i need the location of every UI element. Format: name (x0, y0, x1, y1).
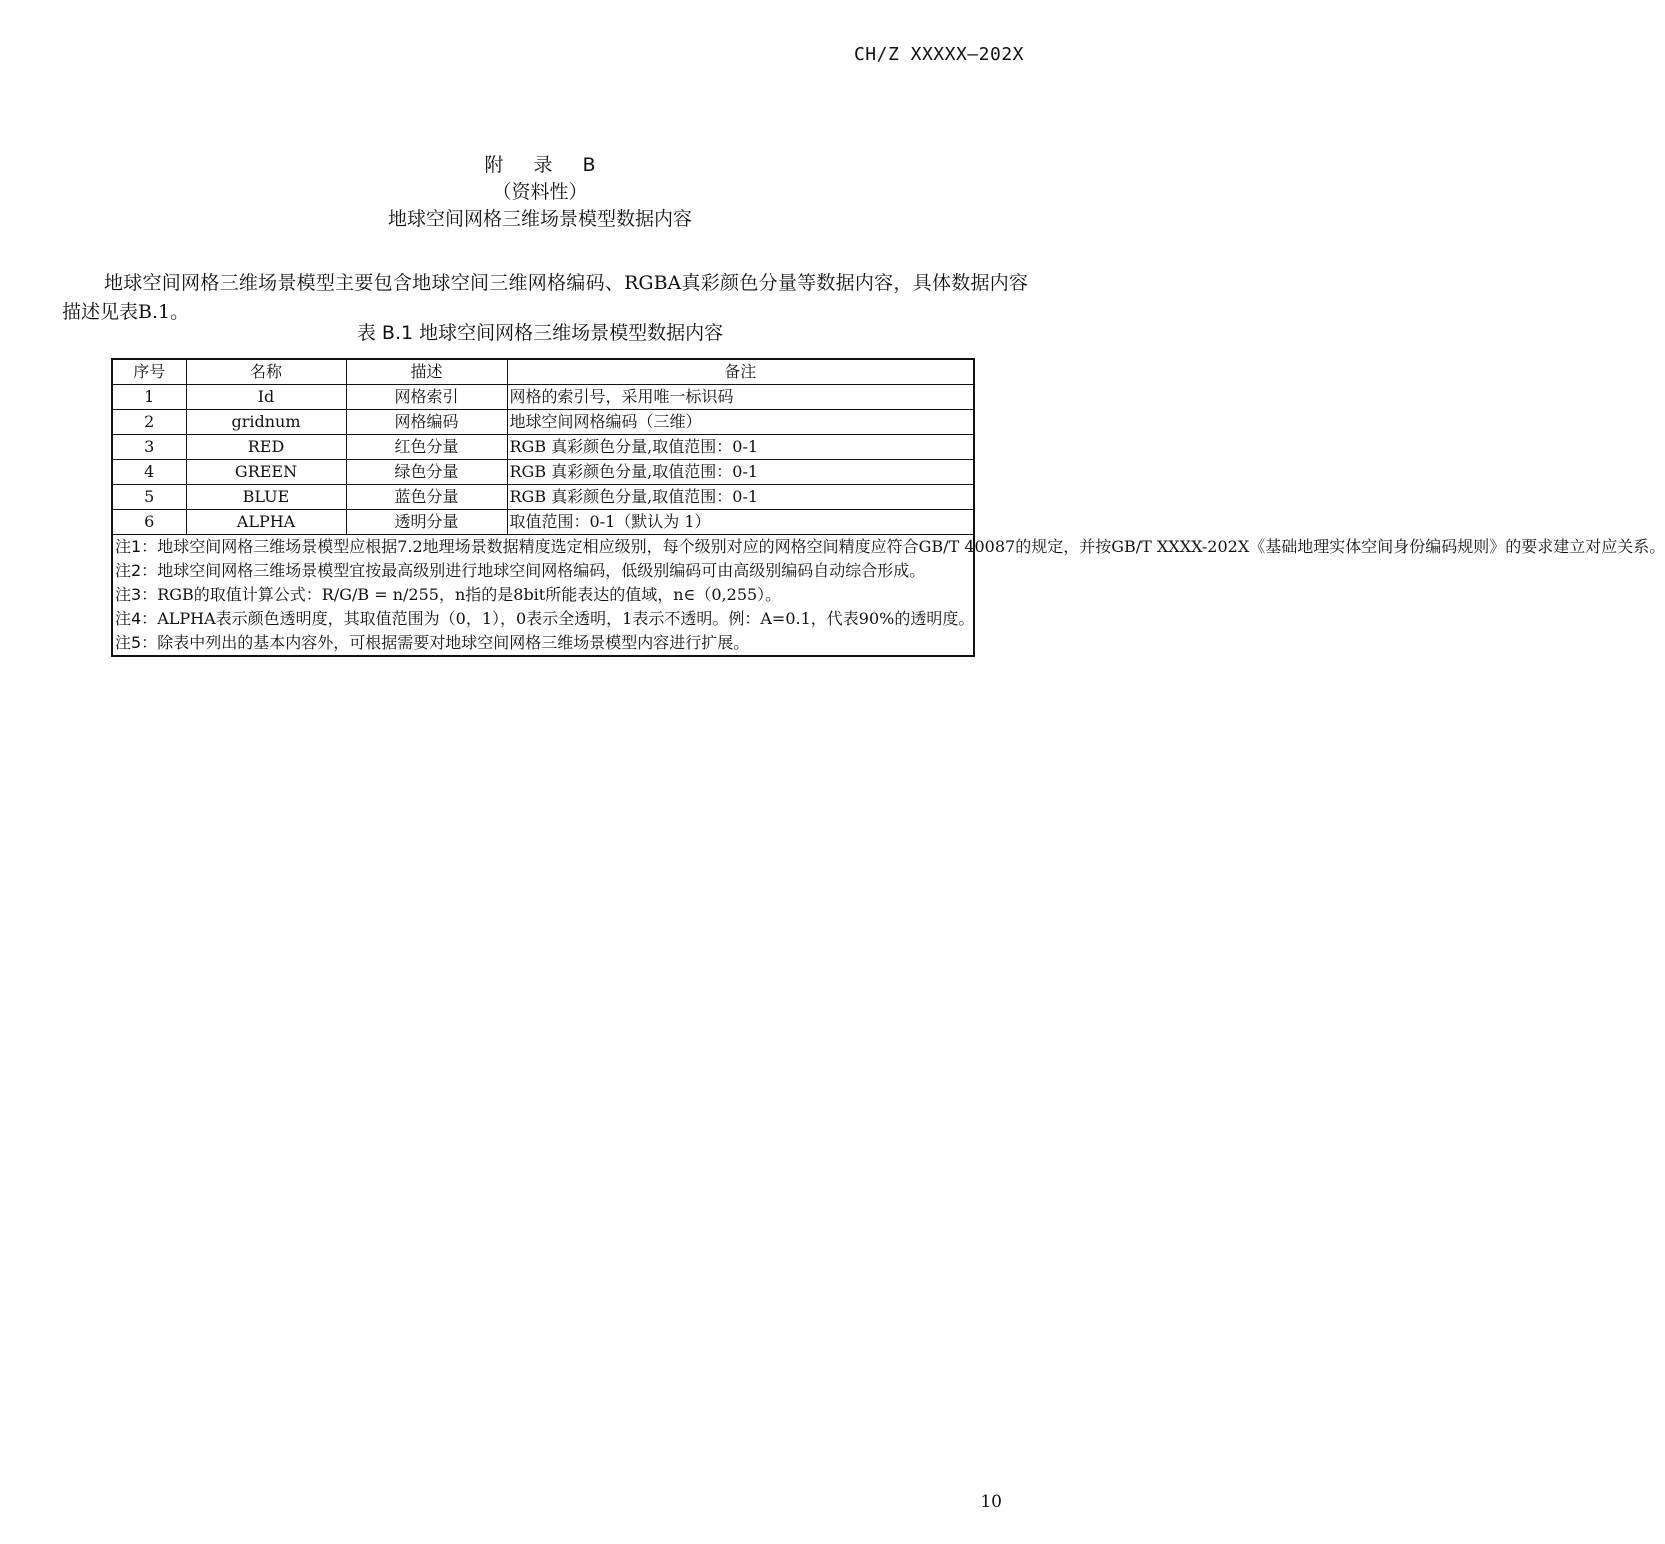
header-cell-name: 名称 (186, 359, 346, 385)
cell-name: gridnum (186, 410, 346, 435)
cell-index: 4 (112, 460, 186, 485)
table-note (115, 535, 1665, 559)
table-note (115, 559, 971, 583)
appendix-heading (0, 152, 1080, 233)
cell-remarks: 地球空间网格编码（三维） (507, 410, 974, 435)
data-content-table (111, 358, 1665, 657)
cell-remarks: RGB 真彩颜色分量,取值范围：0-1 (507, 435, 974, 460)
cell-name: BLUE (186, 485, 346, 510)
header-cell-index: 序号 (112, 359, 186, 385)
table-row (112, 435, 974, 460)
intro-paragraph: 地球空间网格三维场景模型主要包含地球空间三维网格编码、RGBA真彩颜色分量等数据内容，具体数据内容描述见表B.1。 (62, 272, 1028, 323)
cell-description: 透明分量 (346, 510, 507, 535)
table-note (115, 583, 971, 607)
table-row (112, 460, 974, 485)
cell-remarks: 网格的索引号，采用唯一标识码 (507, 385, 974, 410)
cell-description: 绿色分量 (346, 460, 507, 485)
note-text: 地球空间网格三维场景模型宜按最高级别进行地球空间网格编码，低级别编码可由高级别编码自动综合形成。 (157, 561, 926, 580)
header-cell-description: 描述 (346, 359, 507, 385)
appendix-label: 附 录 B (484, 154, 608, 176)
note-label: 注4： (115, 609, 158, 628)
cell-description: 网格索引 (346, 385, 507, 410)
cell-remarks: RGB 真彩颜色分量,取值范围：0-1 (507, 485, 974, 510)
cell-index: 2 (112, 410, 186, 435)
table-header-row (112, 359, 974, 385)
note-text: RGB的取值计算公式：R/G/B = n/255，n指的是8bit所能表达的值域，n∈（0,255）。 (157, 585, 782, 604)
page-number: 10 (980, 1492, 1002, 1512)
cell-description: 红色分量 (346, 435, 507, 460)
table-caption: 表 B.1 地球空间网格三维场景模型数据内容 (356, 322, 724, 344)
table-note (115, 631, 971, 655)
table-notes (112, 535, 1665, 657)
note-label: 注5： (115, 633, 158, 652)
cell-description: 蓝色分量 (346, 485, 507, 510)
cell-index: 3 (112, 435, 186, 460)
note-label: 注3： (115, 585, 158, 604)
cell-name: Id (186, 385, 346, 410)
header-cell-remarks: 备注 (507, 359, 974, 385)
table-row (112, 385, 974, 410)
table-row (112, 410, 974, 435)
standard-code: CH/Z XXXXX—202X (853, 44, 1024, 65)
cell-name: ALPHA (186, 510, 346, 535)
cell-index: 6 (112, 510, 186, 535)
cell-remarks: RGB 真彩颜色分量,取值范围：0-1 (507, 460, 974, 485)
note-text: ALPHA表示颜色透明度，其取值范围为（0，1），0表示全透明，1表示不透明。例：A=0.1，代表90%的透明度。 (157, 609, 975, 628)
table-notes-row (112, 535, 974, 657)
note-text: 除表中列出的基本内容外，可根据需要对地球空间网格三维场景模型内容进行扩展。 (157, 633, 750, 652)
cell-index: 5 (112, 485, 186, 510)
table-note (115, 607, 975, 631)
appendix-nature: （资料性） (492, 181, 588, 203)
cell-name: RED (186, 435, 346, 460)
appendix-title: 地球空间网格三维场景模型数据内容 (387, 208, 692, 230)
note-label: 注1： (115, 537, 158, 556)
table-row (112, 510, 974, 535)
cell-index: 1 (112, 385, 186, 410)
note-text: 地球空间网格三维场景模型应根据7.2地理场景数据精度选定相应级别，每个级别对应的网格空间精度应符合GB/T 40087的规定，并按GB/T XXXX-202X《基础地理实体空间身份编码规则》的要求建立对应关系。 (157, 537, 1665, 556)
note-label: 注2： (115, 561, 158, 580)
table-row (112, 485, 974, 510)
cell-description: 网格编码 (346, 410, 507, 435)
cell-remarks: 取值范围：0-1（默认为 1） (507, 510, 974, 535)
cell-name: GREEN (186, 460, 346, 485)
